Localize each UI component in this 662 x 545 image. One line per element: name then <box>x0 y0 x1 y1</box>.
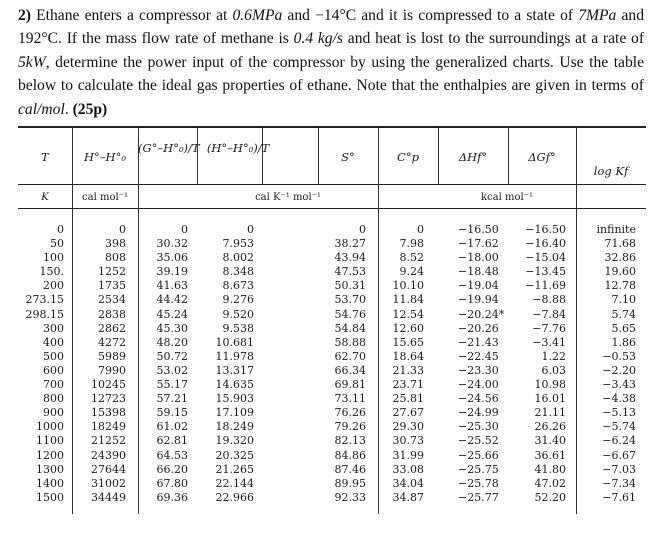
table-cell-dgf: 31.40 <box>534 434 566 448</box>
table-cell-h: 10245 <box>91 378 126 392</box>
table-cell-h: 12723 <box>91 392 126 406</box>
table-cell-dhf: −21.43 <box>458 335 499 349</box>
table-cell-h: 21252 <box>91 434 126 448</box>
table-cell-s: 53.70 <box>334 293 366 307</box>
table-cell-h: 15398 <box>91 406 126 420</box>
table-cell-logkf: 19.60 <box>604 265 636 279</box>
table-cell-dhf: −22.45 <box>458 349 499 363</box>
table-cell-t: 1500 <box>36 490 64 504</box>
problem-text-2: and −14°C and it is compressed to a state of <box>282 7 579 24</box>
table-cell-t: 500 <box>43 349 64 363</box>
table-cell-t: 200 <box>43 279 64 293</box>
header-T: T <box>41 150 49 164</box>
problem-text-5: , determine the power input of the compressor by using the generalized charts. Use the table below to calculate the ideal gas properties of ethane. Note that the enthalpies are given in terms of <box>18 53 644 95</box>
table-cell-logkf: −0.53 <box>602 349 636 363</box>
table-cell-ht: 15.903 <box>215 392 254 406</box>
table-cell-cp: 33.08 <box>392 462 424 476</box>
unit-cal-k-mol: cal K⁻¹ mol⁻¹ <box>255 192 321 203</box>
column-log-kf <box>578 223 636 505</box>
table-cell-s: 89.95 <box>334 476 366 490</box>
table-cell-logkf: −5.74 <box>602 420 636 434</box>
table-cell-g: 48.20 <box>156 335 188 349</box>
table-cell-cp: 31.99 <box>392 448 424 462</box>
table-cell-ht: 11.978 <box>215 349 254 363</box>
table-cell-logkf: −6.67 <box>602 448 636 462</box>
table-cell-s: 82.13 <box>334 434 366 448</box>
header-gibbs-enthalpy <box>138 141 270 155</box>
table-cell-cp: 0 <box>417 223 424 236</box>
table-cell-t: 150. <box>39 265 64 279</box>
column-divider <box>576 126 577 514</box>
table-cell-dhf: −25.77 <box>458 490 499 504</box>
table-cell-cp: 21.33 <box>392 363 424 377</box>
table-cell-g: 59.15 <box>156 406 188 420</box>
table-cell-s: 38.27 <box>334 237 366 251</box>
table-cell-ht: 17.109 <box>215 406 254 420</box>
table-cell-dhf: −16.50 <box>458 223 499 236</box>
table-cell-logkf: −7.34 <box>602 476 636 490</box>
table-cell-cp: 29.30 <box>392 420 424 434</box>
table-cell-s: 79.26 <box>334 420 366 434</box>
table-cell-ht: 14.635 <box>215 378 254 392</box>
table-cell-h: 398 <box>105 237 126 251</box>
problem-text-6: . <box>64 100 73 118</box>
table-cell-dgf: −13.45 <box>525 265 566 279</box>
header-rule <box>18 184 646 185</box>
table-cell-t: 1200 <box>36 448 64 462</box>
table-cell-t: 800 <box>43 392 64 406</box>
column-enthalpy <box>74 223 126 505</box>
table-cell-dhf: −25.75 <box>458 462 499 476</box>
table-cell-dgf: −3.41 <box>532 335 566 349</box>
table-cell-logkf: 5.65 <box>611 321 636 335</box>
table-cell-g: 69.36 <box>156 490 188 504</box>
column-divider <box>197 126 198 184</box>
table-cell-cp: 8.52 <box>399 251 424 265</box>
table-cell-t: 300 <box>43 321 64 335</box>
table-cell-logkf: −7.61 <box>602 490 636 504</box>
table-cell-s: 47.53 <box>334 265 366 279</box>
table-cell-g: 61.02 <box>156 420 188 434</box>
table-cell-s: 50.31 <box>334 279 366 293</box>
table-cell-ht: 8.673 <box>222 279 254 293</box>
table-cell-logkf: −4.38 <box>602 392 636 406</box>
unit-cal-mol: cal mol⁻¹ <box>82 192 128 203</box>
table-cell-ht: 9.538 <box>222 321 254 335</box>
table-cell-g: 55.17 <box>156 378 188 392</box>
table-cell-ht: 9.276 <box>222 293 254 307</box>
table-cell-dgf: 41.80 <box>534 462 566 476</box>
table-cell-ht: 7.953 <box>222 237 254 251</box>
table-cell-logkf: 7.10 <box>611 293 636 307</box>
table-cell-dhf: −25.30 <box>458 420 499 434</box>
table-cell-t: 400 <box>43 335 64 349</box>
table-cell-g: 57.21 <box>156 392 188 406</box>
table-cell-dgf: 52.20 <box>534 490 566 504</box>
table-cell-g: 45.30 <box>156 321 188 335</box>
table-cell-cp: 9.24 <box>399 265 424 279</box>
table-cell-g: 62.81 <box>156 434 188 448</box>
table-cell-ht: 13.317 <box>215 363 254 377</box>
table-cell-ht: 18.249 <box>215 420 254 434</box>
table-cell-t: 1300 <box>36 462 64 476</box>
table-cell-dhf: −17.62 <box>458 237 499 251</box>
column-divider <box>378 126 379 514</box>
table-cell-ht: 22.144 <box>215 476 254 490</box>
table-cell-g: 44.42 <box>156 293 188 307</box>
column-gibbs-formation <box>508 223 566 505</box>
table-cell-ht: 8.002 <box>222 251 254 265</box>
table-cell-cp: 7.98 <box>399 237 424 251</box>
table-cell-logkf: −2.20 <box>602 363 636 377</box>
table-cell-s: 43.94 <box>334 251 366 265</box>
column-gibbs-function <box>140 223 188 505</box>
unit-kcal-mol: kcal mol⁻¹ <box>481 192 533 203</box>
table-cell-logkf: 1.86 <box>611 335 636 349</box>
table-cell-g: 41.63 <box>156 279 188 293</box>
table-cell-s: 0 <box>359 223 366 236</box>
table-cell-s: 58.88 <box>334 335 366 349</box>
table-cell-h: 5989 <box>98 349 126 363</box>
table-cell-ht: 19.320 <box>215 434 254 448</box>
table-cell-dhf: −18.48 <box>458 265 499 279</box>
problem-text-4: and heat is lost to the surroundings at a rate of <box>343 30 645 48</box>
table-top-rule <box>18 126 646 128</box>
unit-K: K <box>41 192 49 203</box>
table-cell-g: 30.32 <box>156 237 188 251</box>
table-cell-g: 64.53 <box>156 448 188 462</box>
ethane-property-table <box>18 126 646 514</box>
table-cell-h: 0 <box>119 223 126 236</box>
table-cell-h: 34449 <box>91 490 126 504</box>
table-cell-s: 54.76 <box>334 307 366 321</box>
table-cell-g: 50.72 <box>156 349 188 363</box>
table-cell-g: 39.19 <box>156 265 188 279</box>
table-cell-ht: 22.966 <box>215 490 254 504</box>
table-cell-s: 87.46 <box>334 462 366 476</box>
header-log-kf: log Kf <box>593 164 629 178</box>
table-cell-h: 7990 <box>98 363 126 377</box>
table-cell-t: 100 <box>43 251 64 265</box>
header-gibbs-function: (G°–H°₀)/T <box>138 141 200 155</box>
table-cell-h: 2534 <box>98 293 126 307</box>
table-cell-s: 69.81 <box>334 378 366 392</box>
table-cell-s: 92.33 <box>334 490 366 504</box>
table-cell-cp: 25.81 <box>392 392 424 406</box>
enthalpy-unit: cal/mol <box>18 100 65 118</box>
table-cell-logkf: 71.68 <box>604 237 636 251</box>
table-cell-g: 45.24 <box>156 307 188 321</box>
table-cell-ht: 10.681 <box>215 335 254 349</box>
table-cell-ht: 8.348 <box>222 265 254 279</box>
table-cell-logkf: −5.13 <box>602 406 636 420</box>
table-cell-dhf: −24.00 <box>458 378 499 392</box>
table-cell-cp: 27.67 <box>392 406 424 420</box>
table-cell-s: 76.26 <box>334 406 366 420</box>
table-cell-dgf: 36.61 <box>534 448 566 462</box>
table-cell-cp: 10.10 <box>392 279 424 293</box>
table-cell-logkf: −7.03 <box>602 462 636 476</box>
table-cell-h: 1252 <box>98 265 126 279</box>
column-heat-capacity <box>380 223 424 505</box>
table-cell-dhf: −19.04 <box>458 279 499 293</box>
table-cell-logkf: −3.43 <box>602 378 636 392</box>
table-cell-dgf: −7.84 <box>532 307 566 321</box>
table-cell-cp: 34.87 <box>392 490 424 504</box>
table-cell-t: 0 <box>57 223 64 236</box>
table-cell-s: 73.11 <box>334 392 366 406</box>
table-cell-cp: 34.04 <box>392 476 424 490</box>
table-cell-t: 273.15 <box>25 293 64 307</box>
table-cell-dgf: −15.04 <box>525 251 566 265</box>
table-cell-cp: 30.73 <box>392 434 424 448</box>
table-cell-t: 700 <box>43 378 64 392</box>
mass-flow-rate: 0.4 kg/s <box>293 30 344 48</box>
table-cell-g: 67.80 <box>156 476 188 490</box>
table-cell-dhf: −23.30 <box>458 363 499 377</box>
table-cell-g: 0 <box>181 223 188 236</box>
table-cell-cp: 23.71 <box>392 378 424 392</box>
table-cell-ht: 9.520 <box>222 307 254 321</box>
table-cell-ht: 20.325 <box>215 448 254 462</box>
table-cell-dgf: 1.22 <box>541 349 566 363</box>
table-cell-t: 298.15 <box>25 307 64 321</box>
table-cell-dgf: −16.40 <box>525 237 566 251</box>
column-divider <box>138 126 139 514</box>
column-enthalpy-function <box>198 223 254 505</box>
table-cell-t: 1000 <box>36 420 64 434</box>
table-cell-ht: 21.265 <box>215 462 254 476</box>
table-cell-h: 31002 <box>91 476 126 490</box>
table-cell-logkf: 32.86 <box>604 251 636 265</box>
table-cell-h: 2862 <box>98 321 126 335</box>
table-cell-s: 66.34 <box>334 363 366 377</box>
table-cell-dhf: −19.94 <box>458 293 499 307</box>
table-cell-dgf: −11.69 <box>525 279 566 293</box>
table-cell-cp: 12.54 <box>392 307 424 321</box>
table-cell-t: 1100 <box>36 434 64 448</box>
table-cell-dhf: −24.56 <box>458 392 499 406</box>
table-cell-dgf: −7.76 <box>532 321 566 335</box>
header-enthalpy-function: (H°–H°₀)/T <box>206 141 270 155</box>
table-cell-h: 24390 <box>91 448 126 462</box>
table-cell-dhf: −18.00 <box>458 251 499 265</box>
table-cell-dhf: −25.52 <box>458 434 499 448</box>
table-cell-cp: 12.60 <box>392 321 424 335</box>
table-cell-dgf: −16.50 <box>525 223 566 236</box>
table-cell-dgf: 26.26 <box>534 420 566 434</box>
table-cell-g: 66.20 <box>156 462 188 476</box>
table-cell-cp: 18.64 <box>392 349 424 363</box>
column-entropy <box>318 223 366 505</box>
outlet-pressure: 7MPa <box>578 7 617 24</box>
table-cell-dgf: 10.98 <box>534 378 566 392</box>
table-cell-g: 35.06 <box>156 251 188 265</box>
column-divider <box>72 126 73 514</box>
units-rule <box>18 208 646 209</box>
table-cell-g: 53.02 <box>156 363 188 377</box>
table-cell-t: 600 <box>43 363 64 377</box>
table-cell-h: 4272 <box>98 335 126 349</box>
table-cell-t: 1400 <box>36 476 64 490</box>
table-cell-dgf: −8.88 <box>532 293 566 307</box>
table-cell-t: 900 <box>43 406 64 420</box>
heat-loss: 5kW <box>18 53 46 71</box>
header-heat-capacity: C°p <box>397 150 419 164</box>
problem-text-1: Ethane enters a compressor at <box>36 7 233 24</box>
column-temperature <box>18 223 64 505</box>
table-cell-dhf: −20.26 <box>458 321 499 335</box>
header-entropy: S° <box>341 150 355 164</box>
table-cell-dhf: −25.66 <box>458 448 499 462</box>
problem-number: 2) <box>18 7 31 24</box>
table-cell-h: 18249 <box>91 420 126 434</box>
table-cell-logkf: 12.78 <box>604 279 636 293</box>
table-cell-dhf: −24.99 <box>458 406 499 420</box>
table-cell-logkf: −6.24 <box>602 434 636 448</box>
table-cell-logkf: 5.74 <box>611 307 636 321</box>
table-cell-dgf: 21.11 <box>534 406 566 420</box>
table-cell-ht: 0 <box>247 223 254 236</box>
table-cell-t: 50 <box>50 237 64 251</box>
table-cell-dhf: −25.78 <box>458 476 499 490</box>
table-cell-h: 27644 <box>91 462 126 476</box>
problem-statement <box>18 4 644 121</box>
header-gibbs-formation: ΔGf° <box>528 150 556 164</box>
table-cell-dgf: 16.01 <box>534 392 566 406</box>
header-enthalpy: H°–H°₀ <box>84 150 126 164</box>
table-cell-cp: 11.84 <box>392 293 424 307</box>
table-cell-cp: 15.65 <box>392 335 424 349</box>
table-cell-logkf: infinite <box>596 223 636 236</box>
table-cell-s: 84.86 <box>334 448 366 462</box>
table-cell-s: 62.70 <box>334 349 366 363</box>
table-cell-h: 808 <box>105 251 126 265</box>
table-cell-dgf: 47.02 <box>534 476 566 490</box>
table-cell-dgf: 6.03 <box>541 363 566 377</box>
table-cell-dhf: −20.24* <box>458 307 505 321</box>
problem-text-3: and 192°C. If the mass flow rate of methane is <box>18 7 644 48</box>
inlet-pressure: 0.6MPa <box>232 7 283 24</box>
column-divider <box>262 126 263 184</box>
points-value: (25p) <box>72 100 108 118</box>
table-cell-h: 2838 <box>98 307 126 321</box>
header-enthalpy-formation: ΔHf° <box>458 150 488 164</box>
table-cell-s: 54.84 <box>334 321 366 335</box>
table-cell-h: 1735 <box>98 279 126 293</box>
